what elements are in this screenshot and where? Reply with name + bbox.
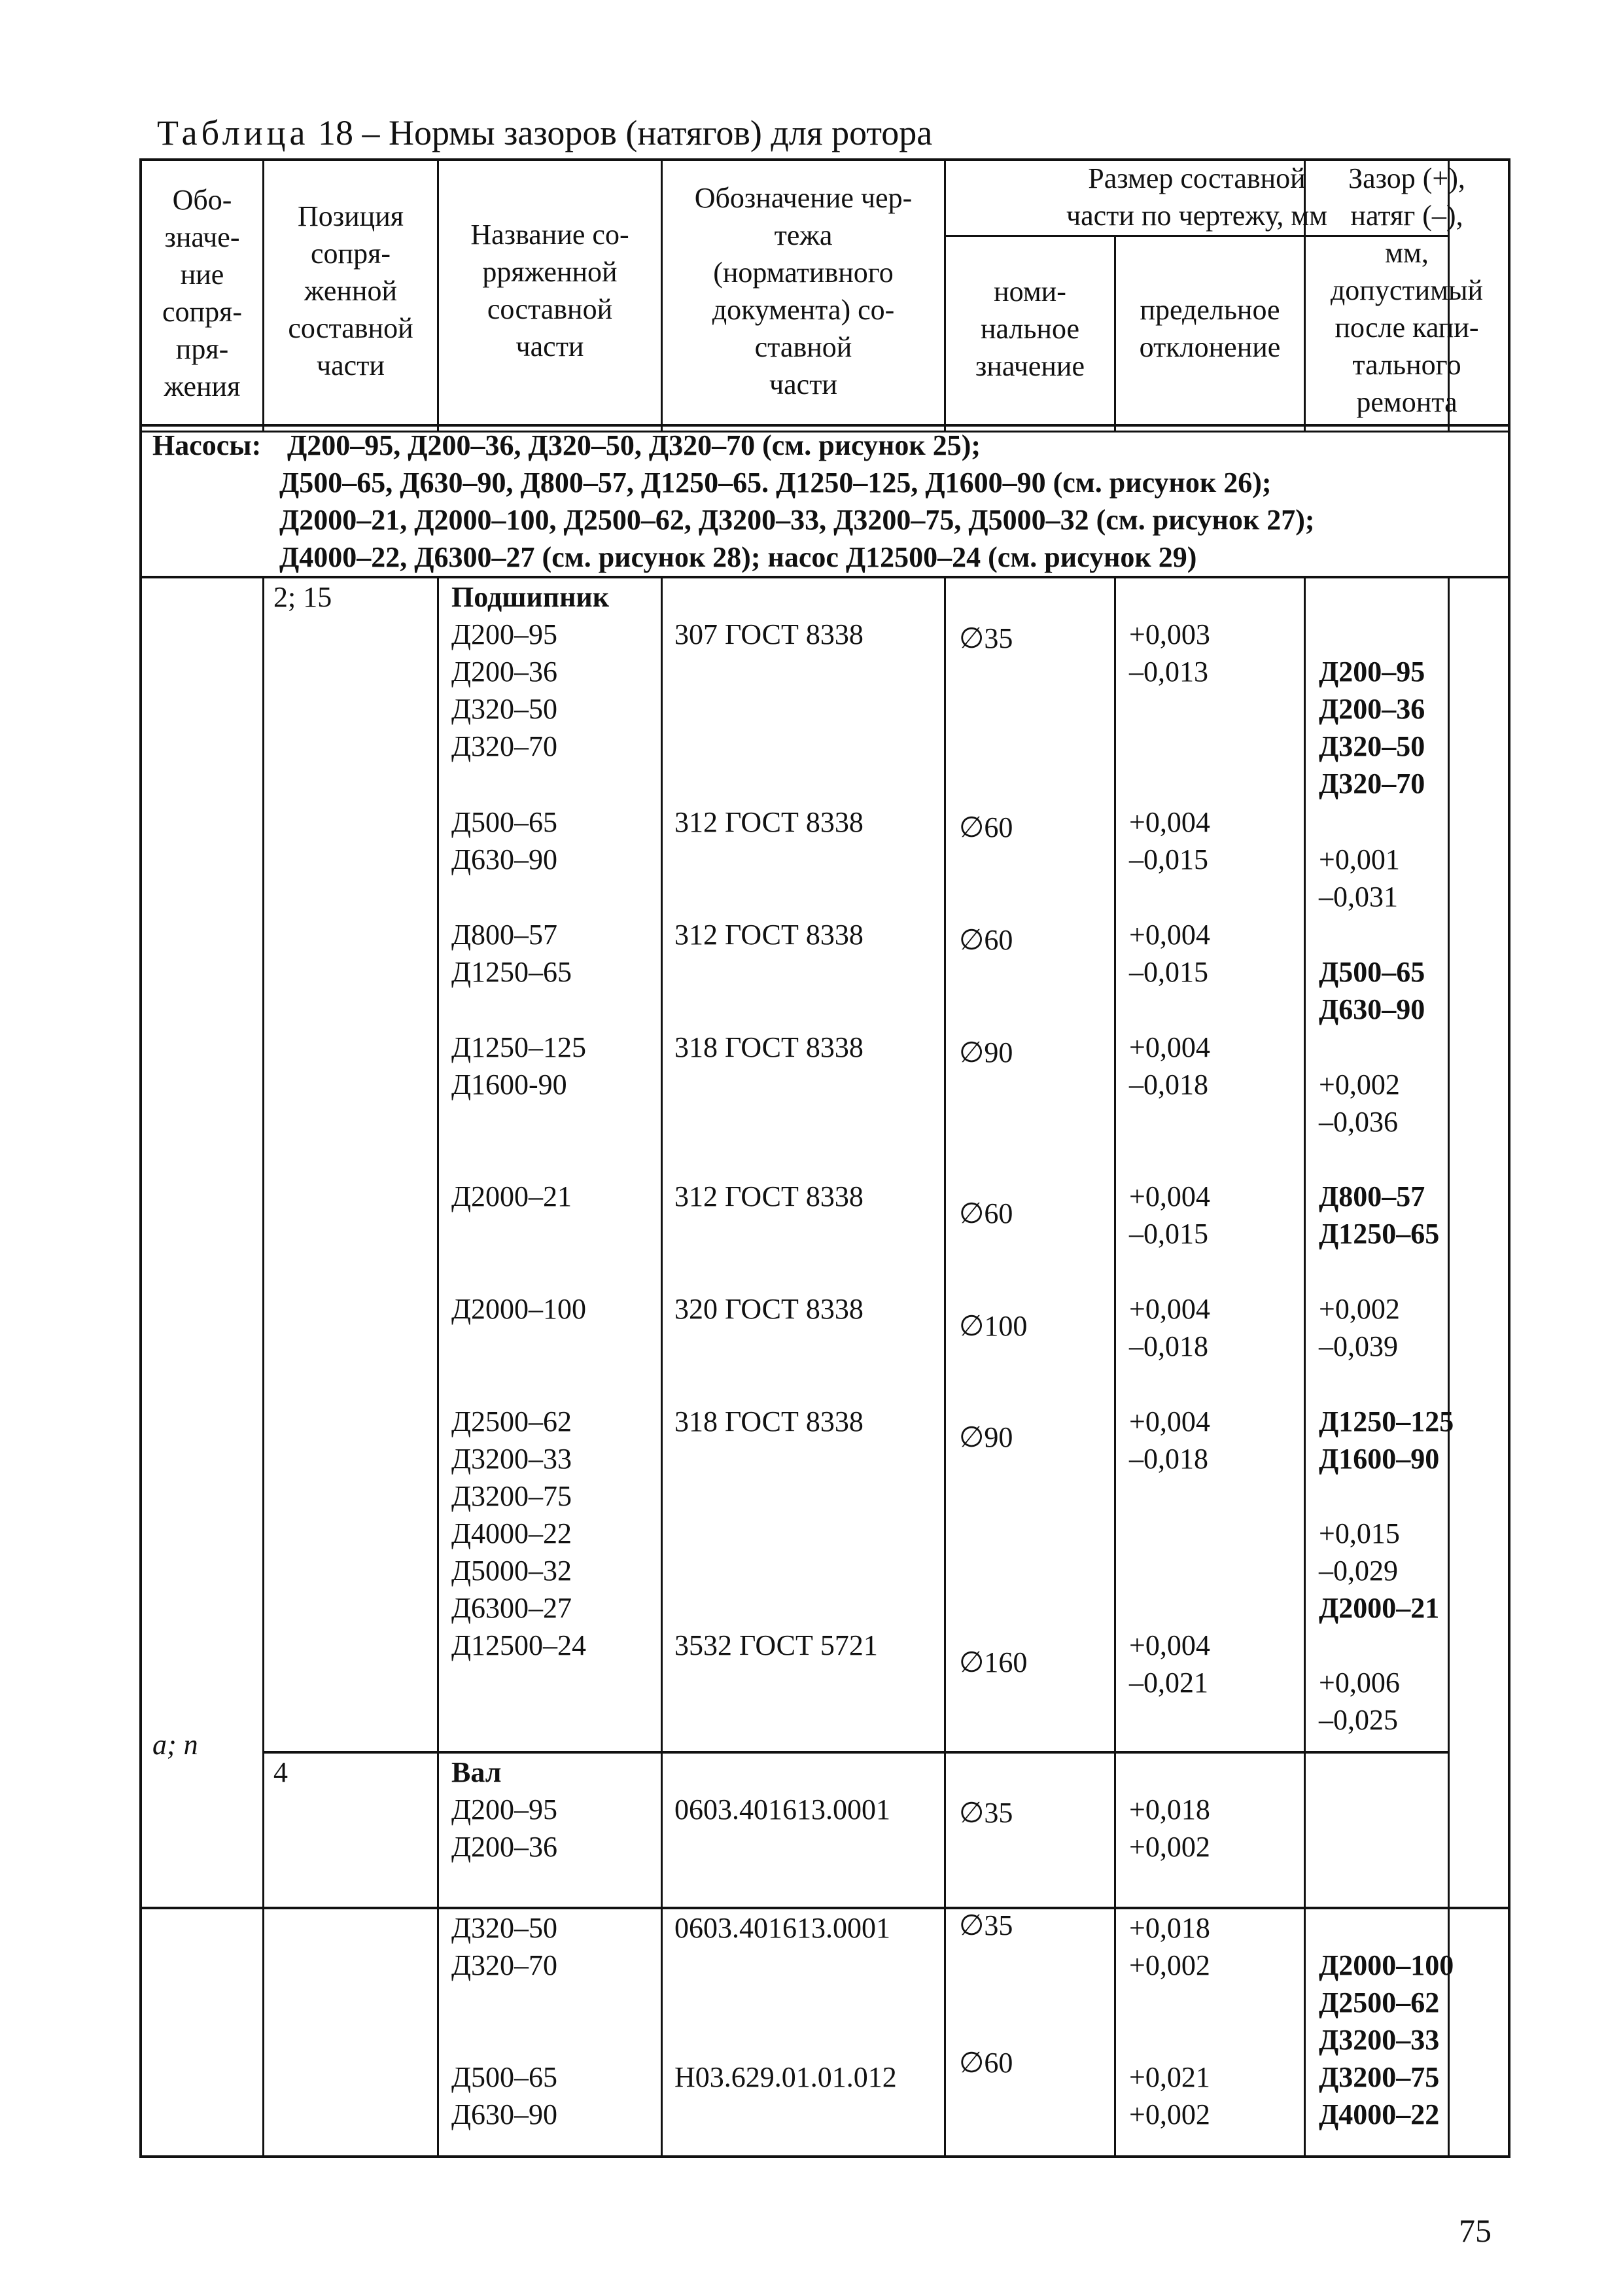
bearing-models: Д12500–24 [451, 1629, 587, 1661]
clearance-values: +0,006 –0,025 [1319, 1667, 1400, 1736]
pumps-line-2: Д500–65, Д630–90, Д800–57, Д1250–65. Д1250–125, Д1600–90 (см. рисунок 26); [279, 467, 1272, 499]
header-nominal: номи- нальное значение [975, 275, 1085, 382]
bearing-drawing: 312 ГОСТ 8338 [674, 1180, 864, 1212]
bearing-models: Д2500–62 Д3200–33 Д3200–75 Д4000–22 Д5000–32 Д6300–27 [451, 1405, 572, 1624]
shaft-nominal: ∅35 [959, 1797, 1013, 1829]
bearing-nominal: ∅60 [959, 1197, 1013, 1229]
col-divider-4 [944, 578, 946, 2158]
bearing-drawing: 320 ГОСТ 8338 [674, 1293, 864, 1325]
bearing-nominal: ∅90 [959, 1036, 1013, 1069]
col-divider-2 [437, 578, 439, 2158]
shaft-nominal: ∅35 [959, 1909, 1013, 1941]
shaft-deviation: +0,021 +0,002 [1129, 2061, 1210, 2130]
bearing-nominal: ∅60 [959, 924, 1013, 956]
header-designation: Обо- значе- ние сопря- пря- жения [162, 184, 242, 402]
header-size-group: Размер составной части по чертежу, мм [1066, 162, 1328, 232]
pumps-label: Насосы: [152, 429, 262, 461]
pumps-line-1: Д200–95, Д200–36, Д320–50, Д320–70 (см. рисунок 25); [287, 429, 981, 461]
bearing-models: Д2000–100 [451, 1293, 587, 1325]
col-divider-3 [661, 578, 663, 2158]
shaft-position: 4 [273, 1756, 288, 1788]
bearing-drawing: 312 ГОСТ 8338 [674, 806, 864, 838]
clearance-models: Д1250–125 Д1600–90 [1319, 1405, 1454, 1475]
bearing-nominal: ∅100 [959, 1310, 1028, 1342]
shaft-deviation: +0,018 +0,002 [1129, 1912, 1210, 1981]
bearing-deviation: +0,004 –0,021 [1129, 1629, 1210, 1699]
shaft-drawing: Н03.629.01.01.012 [674, 2061, 897, 2093]
shaft-drawing: 0603.401613.0001 [674, 1793, 890, 1826]
bearing-nominal: ∅90 [959, 1421, 1013, 1453]
bearing-models: Д800–57 Д1250–65 [451, 919, 572, 988]
shaft-nominal: ∅60 [959, 2047, 1013, 2079]
bearing-nominal: ∅60 [959, 811, 1013, 843]
clearance-models: Д2000–21 [1319, 1592, 1440, 1624]
clearance-values: +0,015 –0,029 [1319, 1517, 1400, 1587]
designation-cell: а; п [152, 1729, 198, 1761]
clearance-norms-table [139, 158, 1510, 2158]
bearing-drawing: 312 ГОСТ 8338 [674, 919, 864, 951]
header-position: Позиция сопря- женной составной части [288, 200, 413, 381]
table-caption [157, 113, 932, 153]
clearance-models: Д800–57 Д1250–65 [1319, 1180, 1440, 1250]
shaft-models: Д320–50 Д320–70 [451, 1912, 558, 1981]
header-name: Название со- pряженной составной части [470, 219, 629, 362]
bearing-nominal: ∅160 [959, 1646, 1028, 1678]
col-divider-1 [262, 578, 264, 2158]
bearing-deviation: +0,003 –0,013 [1129, 618, 1210, 688]
bearing-position: 2; 15 [273, 581, 332, 613]
bearing-drawing: 318 ГОСТ 8338 [674, 1405, 864, 1438]
col-divider-6 [1304, 578, 1306, 2158]
bearing-deviation: +0,004 –0,015 [1129, 806, 1210, 875]
clearance-models: Д2000–100 Д2500–62 Д3200–33 Д3200–75 Д4000–22 [1319, 1949, 1454, 2130]
shaft-drawing: 0603.401613.0001 [674, 1912, 890, 1944]
bearing-models: Д2000–21 [451, 1180, 572, 1212]
page-number: 75 [1459, 2212, 1492, 2249]
bearing-shaft-divider [262, 1751, 1448, 1754]
bearing-deviation: +0,004 –0,018 [1129, 1405, 1210, 1475]
bearing-deviation: +0,004 –0,015 [1129, 919, 1210, 988]
bearing-drawing: 307 ГОСТ 8338 [674, 618, 864, 650]
shaft-deviation: +0,018 +0,002 [1129, 1793, 1210, 1863]
bearing-models: Д1250–125 Д1600-90 [451, 1031, 587, 1101]
clearance-models: Д500–65 Д630–90 [1319, 956, 1425, 1025]
clearance-values: +0,001 –0,031 [1319, 843, 1400, 913]
bearing-deviation: +0,004 –0,015 [1129, 1180, 1210, 1250]
bearing-name: Подшипник [451, 581, 610, 613]
caption-text: 18 – Нормы зазоров (натягов) для ротора [317, 113, 933, 152]
header-clearance: Зазор (+), натяг (–), мм, допустимый после капи- тального ремонта [1330, 162, 1484, 418]
shaft-models: Д200–95 Д200–36 [451, 1793, 558, 1863]
table-border-left [139, 158, 142, 2158]
pumps-line-3: Д2000–21, Д2000–100, Д2500–62, Д3200–33, Д3200–75, Д5000–32 (см. рисунок 27); [279, 504, 1315, 536]
bearing-drawing: 318 ГОСТ 8338 [674, 1031, 864, 1063]
header-deviation: предельное отклонение [1139, 294, 1281, 363]
bearing-drawing: 3532 ГОСТ 5721 [674, 1629, 878, 1661]
shaft-name: Вал [451, 1756, 502, 1788]
shaft-models: Д500–65 Д630–90 [451, 2061, 558, 2130]
bearing-models: Д500–65 Д630–90 [451, 806, 558, 875]
caption-word: Таблица [157, 113, 309, 152]
clearance-models: Д200–95 Д200–36 Д320–50 Д320–70 [1319, 656, 1425, 800]
pumps-line-4: Д4000–22, Д6300–27 (см. рисунок 28); насос Д12500–24 (см. рисунок 29) [279, 541, 1197, 573]
col-divider-7 [1448, 578, 1450, 2158]
bearing-nominal: ∅35 [959, 622, 1013, 654]
col-divider-5 [1114, 578, 1116, 2158]
bearing-deviation: +0,004 –0,018 [1129, 1293, 1210, 1362]
header-drawing: Обозначение чер- тежа (нормативного документа) со- ставной части [694, 182, 913, 400]
bearing-deviation: +0,004 –0,018 [1129, 1031, 1210, 1101]
clearance-values: +0,002 –0,039 [1319, 1293, 1400, 1362]
clearance-values: +0,002 –0,036 [1319, 1069, 1400, 1138]
table-border-right [1508, 158, 1510, 2158]
bearing-models: Д200–95 Д200–36 Д320–50 Д320–70 [451, 618, 558, 762]
